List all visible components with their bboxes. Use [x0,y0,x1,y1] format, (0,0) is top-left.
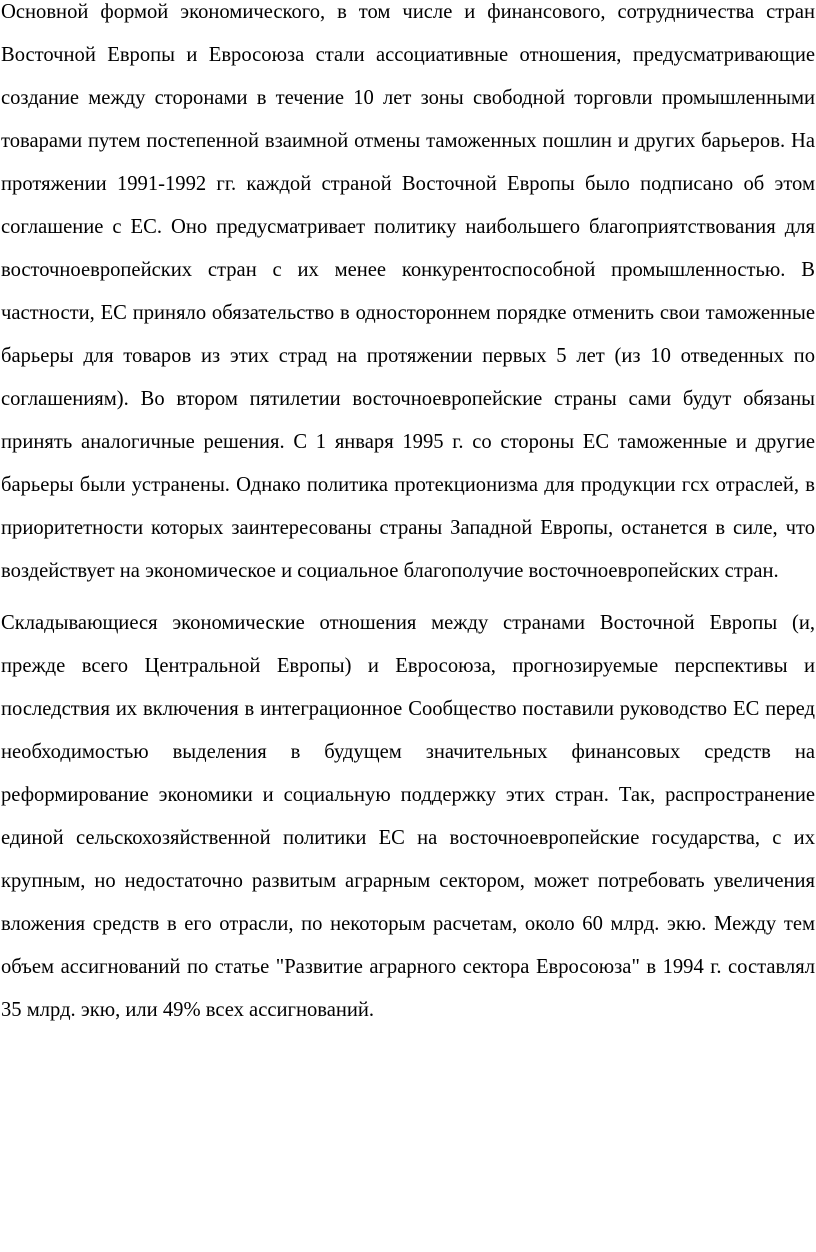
paragraph-1: Основной формой экономического, в том числе и финансового, сотрудничества стран Восточной Европы и Евросоюза стали ассоциативные отношения, предусматривающие создание между сторонами в течение 10 лет зоны свободной торговли промышленными товарами путем постепенной взаимной отмены таможенных пошлин и других барьеров. На протяжении 1991-1992 гг. каждой страной Восточной Европы было подписано об этом соглашение с ЕС. Оно предусматривает политику наибольшего благоприятствования для восточноевропейских стран с их менее конкурентоспособной промышленностью. В частности, ЕС приняло обязательство в одностороннем порядке отменить свои таможенные барьеры для товаров из этих страд на протяжении первых 5 лет (из 10 отведенных по соглашениям). Во втором пятилетии восточноевропейские страны сами будут обязаны принять аналогичные решения. С 1 января 1995 г. со стороны ЕС таможенные и другие барьеры были устранены. Однако политика протекционизма для продукции гсх отраслей, в приоритетности которых заинтересованы страны Западной Европы, останется в силе, что воздействует на экономическое и социальное благополучие восточноевропейских стран. [1,1,815,582]
paragraph-2: Складывающиеся экономические отношения между странами Восточной Европы (и, прежде всего Центральной Европы) и Евросоюза, прогнозируемые перспективы и последствия их включения в интеграционное Сообщество поставили руководство ЕС перед необходимостью выделения в будущем значительных финансовых средств на реформирование экономики и социальную поддержку этих стран. Так, распространение единой сельскохозяйственной политики ЕС на восточноевропейские государства, с их крупным, но недостаточно развитым аграрным сектором, может потребовать увеличения вложения средств в его отрасли, по некоторым расчетам, около 60 млрд. экю. Между тем объем ассигнований по статье "Развитие аграрного сектора Евросоюза" в 1994 г. составлял 35 млрд. экю, или 49% всех ассигнований. [1,612,815,1021]
